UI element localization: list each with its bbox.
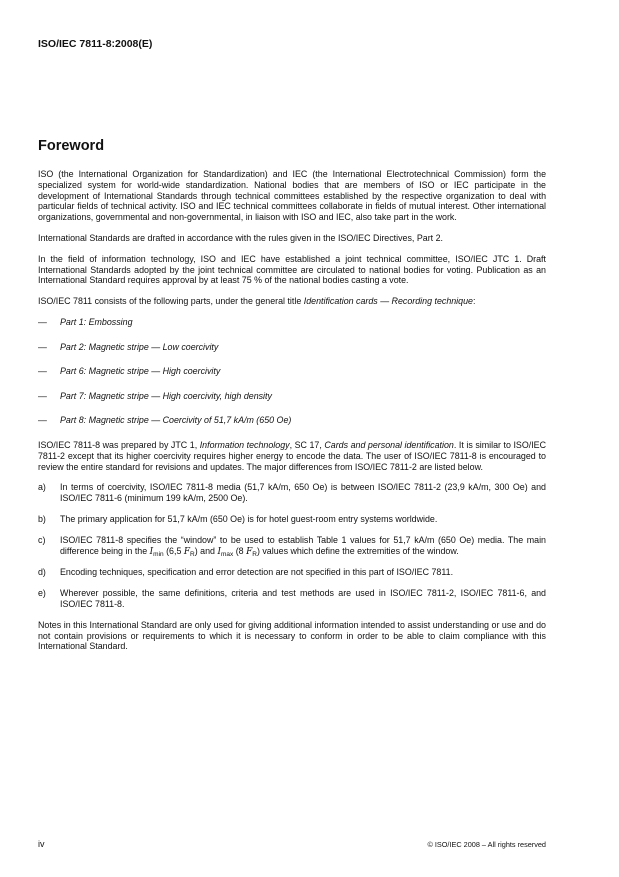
list-item [38, 342, 546, 353]
item-text-part: ) values which define the extremities of the window. [256, 545, 459, 556]
part-title: Part 7: Magnetic stripe — High coercivity, high density [60, 390, 272, 401]
paragraph-parts-intro [38, 296, 546, 307]
fr-subscript: R [190, 550, 195, 558]
list-item [38, 482, 546, 504]
parts-list [38, 317, 546, 426]
subcommittee-title: Cards and personal identification [324, 439, 454, 450]
differences-list [38, 482, 546, 609]
committee-title: Information technology [199, 439, 290, 450]
list-item [38, 415, 546, 426]
part-title: Part 2: Magnetic stripe — Low coercivity [60, 341, 219, 352]
list-item [38, 535, 546, 558]
page-title: Foreword [38, 138, 105, 154]
list-item [38, 567, 546, 578]
fr-subscript: R [252, 550, 257, 558]
prep-text: ISO/IEC 7811-8 was prepared by JTC 1, [38, 439, 200, 450]
imin-symbol: I [149, 546, 154, 557]
list-item [38, 391, 546, 402]
copyright-notice: © ISO/IEC 2008 – All rights reserved [427, 840, 546, 849]
dash-marker: — [38, 316, 47, 327]
item-text: The primary application for 51,7 kA/m (650 Oe) is for hotel guest-room entry systems worldwide. [60, 513, 438, 524]
dash-marker: — [38, 341, 47, 352]
imax-subscript: max [220, 550, 234, 558]
paragraph-directives: International Standards are drafted in accordance with the rules given in the ISO/IEC Directives, Part 2. [38, 232, 444, 243]
list-item [38, 366, 546, 377]
general-title: Identification cards — Recording technique [303, 296, 473, 307]
paragraph-jtc1: In the field of information technology, ISO and IEC have established a joint technical committee, ISO/IEC JTC 1. Draft International Standards adopted by the joint technical committee are circulated to national bodies for voting. Publication as an International Standard requires approval by at least 75 % of the national bodies casting a vote. [38, 253, 546, 286]
paragraph-iso-iec-intro: ISO (the International Organization for Standardization) and IEC (the International Electrotechnical Commission) form the specialized system for world-wide standardization. National bodies that are members of ISO or IEC participate in the development of International Standards through technical committees established by the respective organization to deal with particular fields of technical activity. ISO and IEC technical committees collaborate in fields of mutual interest. Other international organizations, governmental and non-governmental, in liaison with ISO and IEC, also take part in the work. [38, 169, 546, 223]
item-text-part: (8 [233, 545, 247, 556]
parts-intro-end: : [472, 296, 476, 307]
paragraph-preparation [38, 440, 546, 472]
item-text-part: ) and [194, 545, 218, 556]
dash-marker: — [38, 415, 47, 426]
item-text: In terms of coercivity, ISO/IEC 7811-8 media (51,7 kA/m, 650 Oe) is between ISO/IEC 7811-2 (23,9 kA/m, 300 Oe) and ISO/IEC 7811-6 (minimum 199 kA/m, 2500 Oe). [60, 482, 546, 504]
item-marker: e) [38, 588, 46, 599]
list-item [38, 317, 546, 328]
item-marker: a) [38, 482, 46, 493]
list-item [38, 588, 546, 610]
item-marker: d) [38, 567, 46, 578]
fr-symbol: F [246, 546, 253, 557]
item-text: Encoding techniques, specification and error detection are not specified in this part of ISO/IEC 7811. [60, 567, 454, 578]
paragraph-notes: Notes in this International Standard are only used for giving additional information intended to assist understanding or use and do not contain provisions or requirements to which it is necessary to conform in order to be able to claim compliance with this International Standard. [38, 619, 546, 652]
imax-symbol: I [217, 546, 221, 557]
item-text-part: ISO/IEC 7811-8 specifies the “window” to be used to establish Table 1 values for 51,7 kA/m (650 Oe) media. The main difference being in the [60, 534, 546, 556]
item-text [60, 535, 546, 558]
parts-intro-lead: ISO/IEC 7811 consists of the following parts, under the general title [38, 296, 304, 307]
item-marker: c) [38, 534, 46, 545]
dash-marker: — [38, 390, 47, 401]
item-marker: b) [38, 513, 46, 524]
part-title: Part 8: Magnetic stripe — Coercivity of 51,7 kA/m (650 Oe) [60, 415, 292, 426]
page-number: iv [38, 839, 45, 849]
item-text-part: (6,5 [163, 545, 184, 556]
foreword-body [38, 169, 546, 662]
part-title: Part 6: Magnetic stripe — High coercivity [60, 366, 221, 377]
list-item [38, 514, 546, 525]
prep-text: . It is similar to ISO/IEC 7811-2 except that its higher coercivity requires higher energy to encode the data. The user of ISO/IEC 7811-8 is encouraged to review the entire standard for revisions and updates. The major differences from ISO/IEC 7811-2 are listed below. [38, 439, 547, 472]
fr-symbol: F [183, 546, 191, 557]
imin-subscript: min [153, 550, 164, 558]
prep-text: , SC 17, [289, 439, 325, 450]
part-title: Part 1: Embossing [60, 316, 133, 327]
item-text: Wherever possible, the same definitions, criteria and test methods are used in ISO/IEC 7811-2, ISO/IEC 7811-6, and ISO/IEC 7811-8. [60, 588, 546, 609]
page-header-standard-id: ISO/IEC 7811-8:2008(E) [38, 38, 153, 50]
dash-marker: — [38, 366, 47, 377]
